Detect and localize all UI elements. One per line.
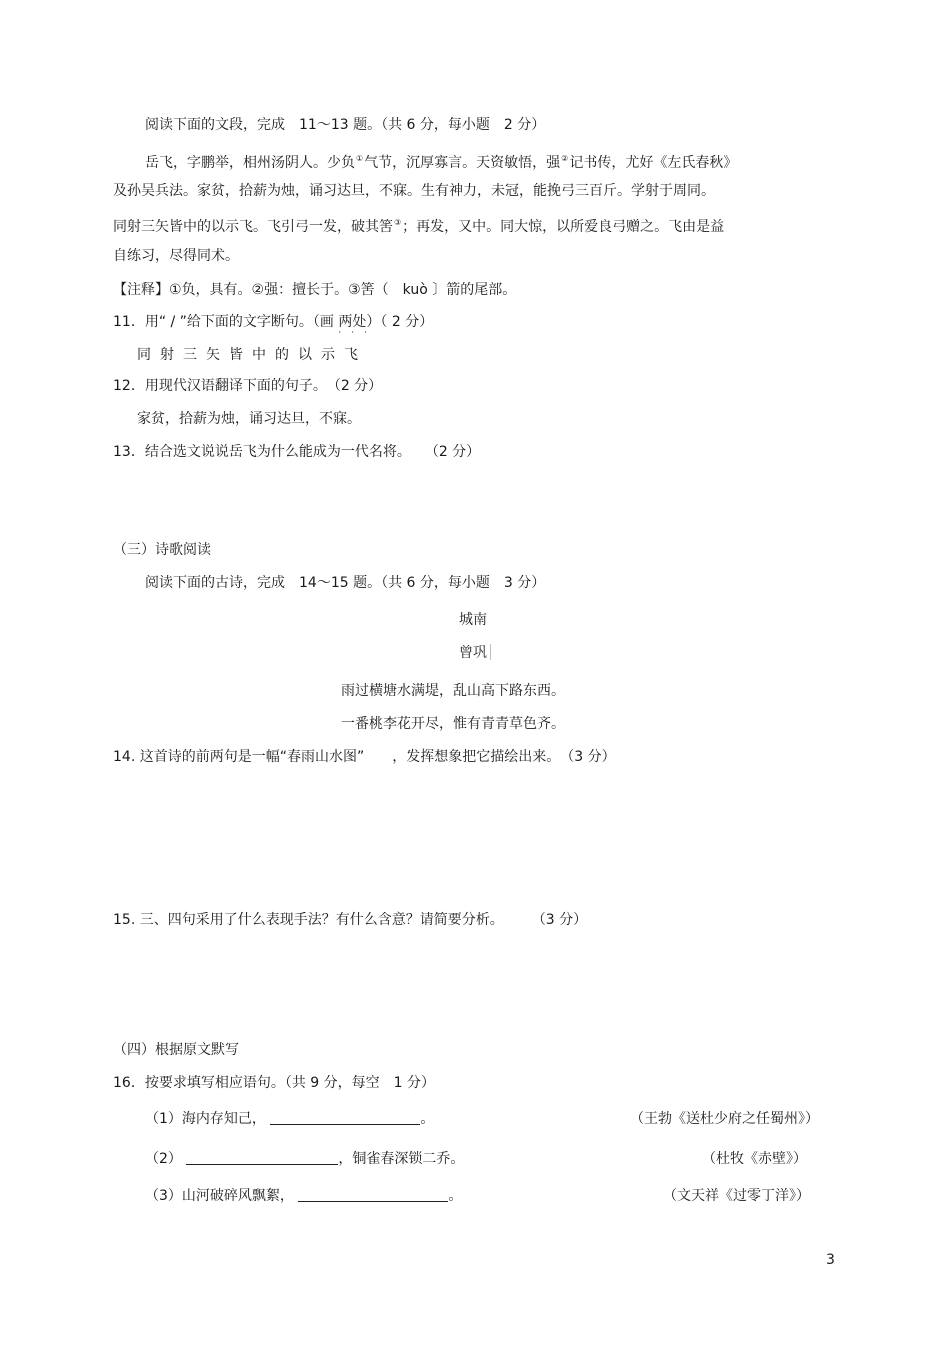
page-number: 3 xyxy=(826,1252,835,1268)
fill-prompt: （3）山河破碎风飘絮， xyxy=(145,1188,294,1204)
poem-line: 雨过横塘水满堤，乱山高下路东西。 xyxy=(341,683,565,699)
fill-prompt: （1）海内存知己， xyxy=(145,1111,266,1127)
answer-blank[interactable] xyxy=(270,1110,420,1125)
passage-line-3 xyxy=(113,214,724,236)
footnote-marker: ③ xyxy=(394,218,402,227)
passage-line-2: 及孙吴兵法。家贫，拾薪为烛，诵习达旦，不寐。生有神力，未冠，能挽弓三百斤。学射于周同。 xyxy=(113,183,715,199)
poem-title: 城南 xyxy=(459,612,487,628)
annotation-note: 【注释】①负，具有。②强：擅长于。③筈（ kuò 〕箭的尾部。 xyxy=(113,282,517,298)
fill-item-1 xyxy=(145,1110,434,1128)
passage-line-4: 自练习，尽得同术。 xyxy=(113,248,239,264)
answer-blank[interactable] xyxy=(186,1150,338,1165)
emphasized-text: 两处 ··· xyxy=(338,314,377,338)
question-14: 14. 这首诗的前两句是一幅“春雨山水图” ，发挥想象把它描绘出来。 （3 分） xyxy=(113,749,616,765)
source-citation: （王勃《送杜少府之任蜀州》） xyxy=(630,1111,819,1127)
footnote-marker: ② xyxy=(561,154,569,163)
emphasis-dots: ··· xyxy=(338,328,377,338)
question-11-text: 同射三矢皆中的以示飞 xyxy=(137,347,367,363)
fill-suffix: 。 xyxy=(448,1188,463,1204)
passage-text: 记书传，尤好《左氏春秋》 xyxy=(569,155,738,171)
answer-blank[interactable] xyxy=(298,1187,448,1202)
question-12-text: 家贫，拾薪为烛，诵习达旦，不寐。 xyxy=(137,411,361,427)
passage-text: ；再发，又中。同大惊，以所爱良弓赠之。飞由是益 xyxy=(402,219,725,235)
fill-suffix: 。 xyxy=(420,1111,435,1127)
passage-text: 同射三矢皆中的以示飞。飞引弓一发，破其筈 xyxy=(113,219,393,235)
passage-line-1 xyxy=(145,150,737,172)
passage-text: 气节，沉厚寡言。天资敏悟，强 xyxy=(364,155,561,171)
question-text: 11．用“ / ”给下面的文字断句。（画 xyxy=(113,314,334,330)
source-citation: （文天祥《过零丁洋》） xyxy=(663,1188,810,1204)
fill-suffix: ，铜雀春深锁二乔。 xyxy=(338,1151,465,1167)
section-intro: 阅读下面的古诗，完成 14～15 题。（共 6 分，每小题 3 分） xyxy=(145,575,546,591)
fill-item-2 xyxy=(145,1150,464,1168)
passage-text: 岳飞，字鹏举，相州汤阴人。少负 xyxy=(145,155,355,171)
question-13: 13．结合选文说说岳飞为什么能成为一代名将。 （2 分） xyxy=(113,444,481,460)
question-12: 12．用现代汉语翻译下面的句子。 （2 分） xyxy=(113,378,383,394)
section-intro: 阅读下面的文段，完成 11～13 题。（共 6 分，每小题 2 分） xyxy=(145,117,546,133)
question-text: ）（ 2 分） xyxy=(366,314,434,330)
fill-item-3 xyxy=(145,1187,462,1205)
poem-author: 曾巩 xyxy=(459,644,491,662)
fill-prompt: （2） xyxy=(145,1151,182,1167)
source-citation: （杜牧《赤壁》） xyxy=(702,1151,807,1167)
question-11 xyxy=(113,313,434,338)
text-cursor xyxy=(490,644,491,660)
footnote-marker: ① xyxy=(356,154,364,163)
question-15: 15. 三、四句采用了什么表现手法？有什么含意？请简要分析。 （3 分） xyxy=(113,912,588,928)
question-16: 16．按要求填写相应语句。（共 9 分，每空 1 分） xyxy=(113,1075,435,1091)
section-heading: （四）根据原文默写 xyxy=(113,1042,239,1058)
poem-line: 一番桃李花开尽，惟有青青草色齐。 xyxy=(341,716,565,732)
section-heading: （三）诗歌阅读 xyxy=(113,542,211,558)
